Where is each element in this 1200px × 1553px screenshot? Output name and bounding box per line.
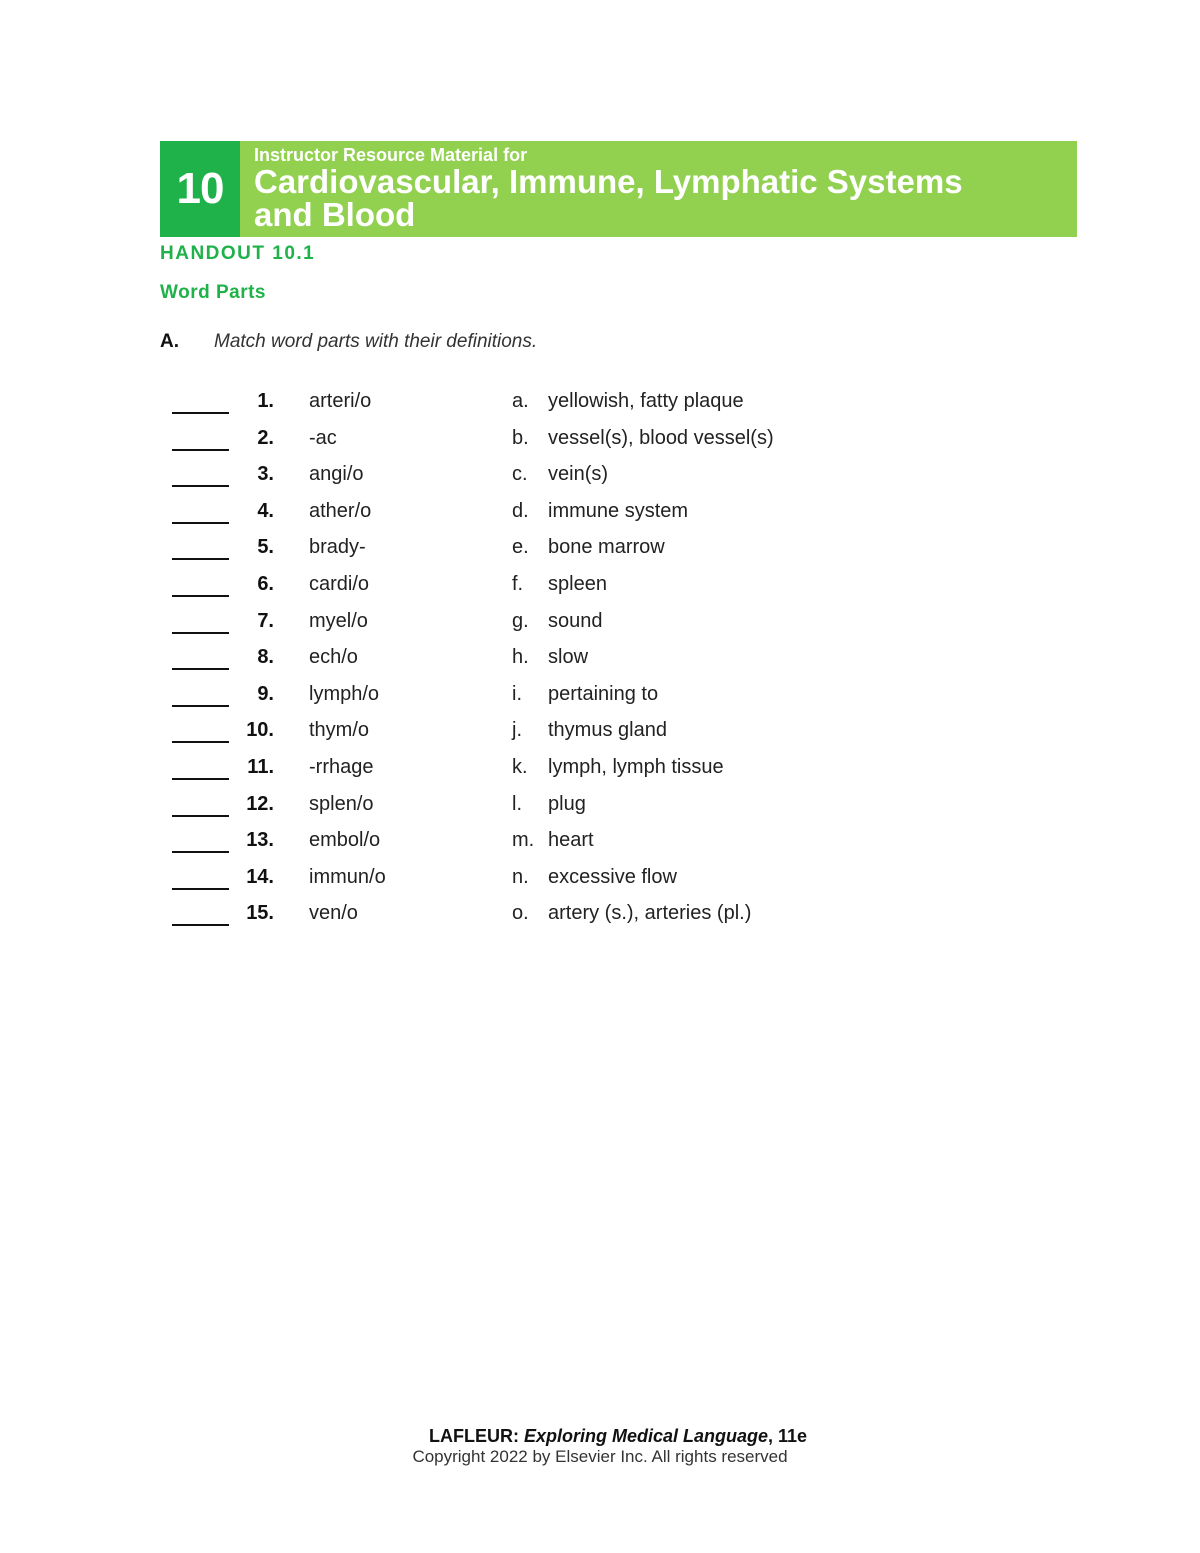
- answer-blank[interactable]: [172, 648, 229, 670]
- word-part: brady-: [309, 536, 366, 559]
- matching-list: [0, 388, 1200, 937]
- definition-text: heart: [548, 829, 594, 852]
- match-row: [0, 571, 1200, 608]
- definition-text: immune system: [548, 499, 689, 522]
- definition-letter: n.: [512, 865, 529, 888]
- instruction-text: Match word parts with their definitions.: [214, 331, 538, 352]
- definition-text: yellowish, fatty plaque: [548, 390, 744, 412]
- match-row: [0, 534, 1200, 571]
- section-title: Word Parts: [160, 282, 267, 303]
- item-number: 3.: [257, 463, 274, 486]
- definition-letter: l.: [512, 792, 522, 815]
- footer-citation: [18, 1426, 1200, 1447]
- definition-letter: k.: [512, 755, 528, 778]
- definition-letter: f.: [512, 572, 524, 595]
- item-number: 7.: [257, 609, 274, 632]
- definition-text: artery (s.), arteries (pl.): [548, 902, 752, 925]
- match-row: [0, 608, 1200, 645]
- footer-book-title: Exploring Medical Language: [523, 1426, 768, 1446]
- word-part: ather/o: [309, 499, 372, 522]
- definition-letter: o.: [512, 902, 529, 925]
- item-number: 13.: [246, 829, 274, 852]
- match-row: [0, 681, 1200, 718]
- answer-blank[interactable]: [172, 612, 229, 634]
- banner-title-line1: Cardiovascular, Immune, Lymphatic Systems: [254, 163, 963, 200]
- definition-letter: h.: [512, 646, 529, 669]
- match-row: [0, 498, 1200, 535]
- handout-label: HANDOUT 10.1: [160, 243, 316, 264]
- match-row: [0, 754, 1200, 791]
- word-part: cardi/o: [309, 572, 370, 595]
- definition-text: spleen: [548, 572, 607, 595]
- definition-letter: b.: [512, 426, 529, 449]
- item-number: 1.: [257, 390, 274, 412]
- word-part: splen/o: [309, 792, 374, 815]
- word-part: arteri/o: [309, 390, 372, 412]
- definition-text: vein(s): [548, 463, 609, 486]
- definition-text: bone marrow: [548, 536, 665, 559]
- definition-letter: i.: [512, 682, 522, 705]
- definition-letter: j.: [512, 719, 522, 742]
- definition-text: thymus gland: [548, 719, 667, 742]
- word-part: -rrhage: [309, 755, 374, 778]
- match-row: [0, 461, 1200, 498]
- answer-blank[interactable]: [172, 795, 229, 817]
- word-part: myel/o: [309, 609, 368, 632]
- word-part: immun/o: [309, 865, 386, 888]
- banner-subtitle: Instructor Resource Material for: [254, 145, 528, 165]
- definition-letter: g.: [512, 609, 529, 632]
- item-number: 10.: [246, 719, 274, 742]
- item-number: 11.: [247, 755, 274, 778]
- definition-letter: e.: [512, 536, 529, 559]
- item-number: 12.: [246, 792, 274, 815]
- match-row: [0, 425, 1200, 462]
- definition-text: sound: [548, 609, 603, 632]
- item-number: 8.: [257, 646, 274, 669]
- definition-text: vessel(s), blood vessel(s): [548, 426, 774, 449]
- match-row: [0, 388, 1200, 425]
- chapter-number: 10: [160, 141, 240, 237]
- word-part: thym/o: [309, 719, 370, 742]
- match-row: [0, 717, 1200, 754]
- footer-copyright: Copyright 2022 by Elsevier Inc. All rights reserved: [412, 1447, 788, 1466]
- definition-text: slow: [548, 646, 589, 669]
- banner-title-line2: and Blood: [254, 196, 416, 233]
- banner-text: [240, 141, 1077, 237]
- definition-letter: m.: [512, 829, 535, 852]
- word-part: ech/o: [309, 646, 358, 669]
- match-row: [0, 900, 1200, 937]
- match-row: [0, 644, 1200, 681]
- answer-blank[interactable]: [172, 502, 229, 524]
- item-number: 5.: [257, 536, 274, 559]
- item-number: 4.: [257, 499, 274, 522]
- match-row: [0, 864, 1200, 901]
- definition-text: plug: [548, 792, 586, 815]
- match-row: [0, 791, 1200, 828]
- word-part: ven/o: [309, 902, 358, 925]
- answer-blank[interactable]: [172, 831, 229, 853]
- answer-blank[interactable]: [172, 758, 229, 780]
- footer-author: LAFLEUR:: [428, 1426, 519, 1446]
- word-part: angi/o: [309, 463, 364, 486]
- answer-blank[interactable]: [172, 465, 229, 487]
- answer-blank[interactable]: [172, 721, 229, 743]
- match-row: [0, 827, 1200, 864]
- word-part: lymph/o: [309, 682, 380, 705]
- item-number: 14.: [246, 865, 274, 888]
- item-number: 6.: [257, 572, 274, 595]
- chapter-banner: [160, 141, 1077, 237]
- definition-letter: a.: [512, 390, 529, 412]
- answer-blank[interactable]: [172, 685, 229, 707]
- definition-text: lymph, lymph tissue: [548, 755, 724, 778]
- definition-text: pertaining to: [548, 682, 659, 705]
- footer: [0, 1426, 1200, 1467]
- footer-edition: , 11e: [768, 1426, 808, 1446]
- instruction-letter: A.: [160, 331, 179, 352]
- definition-text: excessive flow: [548, 865, 677, 888]
- item-number: 9.: [257, 682, 274, 705]
- definition-letter: d.: [512, 499, 529, 522]
- answer-blank[interactable]: [172, 392, 229, 414]
- instruction: [160, 331, 537, 353]
- item-number: 2.: [257, 426, 274, 449]
- word-part: -ac: [309, 426, 337, 449]
- answer-blank[interactable]: [172, 868, 229, 890]
- answer-blank[interactable]: [172, 429, 229, 451]
- item-number: 15.: [246, 902, 274, 925]
- word-part: embol/o: [309, 829, 381, 852]
- answer-blank[interactable]: [172, 538, 229, 560]
- answer-blank[interactable]: [172, 575, 229, 597]
- answer-blank[interactable]: [172, 904, 229, 926]
- definition-letter: c.: [512, 463, 528, 486]
